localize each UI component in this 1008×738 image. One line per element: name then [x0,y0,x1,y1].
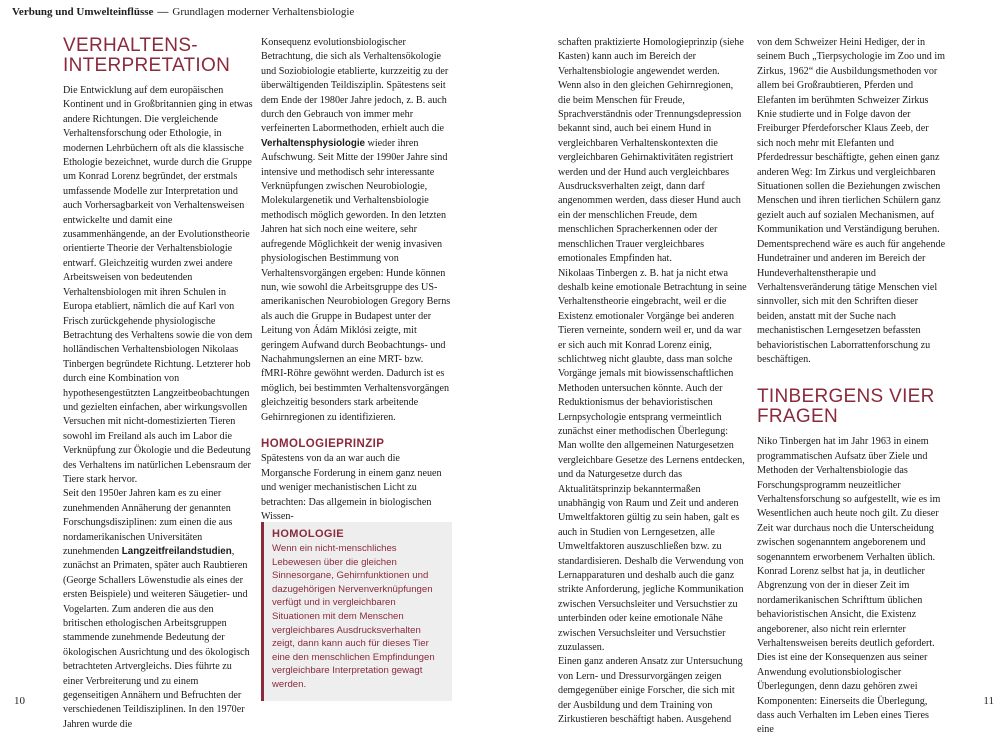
keyword-langzeitfreilandstudien: Langzeitfreilandstudien [121,546,232,557]
info-box-title: HOMOLOGIE [272,528,345,540]
paragraph: von dem Schweizer Heini Hediger, der in seinem Buch „Tierpsychologie im Zoo und im Zirkus, 1962“ die Ausbildungsmethoden vor allem bei Großraubtieren, Pferden und Elefanten im berühmten Schweizer Zirkus Knie studierte und in Folge davon der Freiburger Pferdeforscher Klaus Zeeb, der sich noch mehr mit Elefanten und Pferdedressur beschäftigte, gehen einen ganz anderen Weg: Im Zirkus und vergleichbaren Situationen sollen die Beziehungen zwischen Menschen und ihren tierlichen Schülern ganz gezielt auch auf sozialen Mechanismen, auf Kommunikation und Verständigung beruhen. Dementsprechend wäre es auch für angehende Hundetrainer und anderen im Bereich der Hundeverhaltenstherapie und Verhaltensveränderung tätige Menschen viel sinnvoller, sich mit den Schriften dieser beiden, anstatt mit der Suche nach mechanistischen Lerngesetzen befassten behavioristischen Laborrattenforschung zu beschäftigen. [757,37,946,365]
heading-homologieprinzip: HOMOLOGIEPRINZIP [261,437,385,450]
info-box-text: Wenn ein nicht-menschliches Lebewesen über die gleichen Sinnesorgane, Gehirnfunktionen und dazugehörigen Nervenverknüpfungen verfügt und in vergleichbaren Situationen mit dem Menschen vergleichbares Ausdrucksverhalten zeigt, dann kann auch für dieses Tier eine den menschlichen Empfindungen vergleichbare Interpretation gewagt werden. [272,543,435,690]
column-2 [261,36,451,524]
keyword-verhaltensphysiologie: Verhaltensphysiologie [261,137,365,149]
text-run: , zunächst an Primaten, später auch Raubtieren (George Schallers Löwenstudie als eines der ersten Beispiele) und weiteren Säugetier- und Vogelarten. Zum anderen die aus den britischen ethologischen Arbeitsgruppen stammende zunehmende Bedeutung der ökologischen Ausrichtung und des ökologisch betrachteten Artvergleichs. Dies führte zu einer Verbreiterung und zu einem gegenseitigen Annähern und Befruchten der verschiedenen Teildisziplinen. In den 1970er Jahren wurde die [63,546,250,730]
section-title: Verbung und Umwelteinflüsse [12,6,154,18]
page-number-right: 11 [983,695,994,707]
paragraph: Spätestens von da an war auch die Morgansche Forderung in einem ganz neuen und weniger mechanistischen Licht zu betrachten: Das allgemein in biologischen Wissen- [261,453,442,522]
paragraph: Die Entwicklung auf dem europäischen Kontinent und in Großbritannien ging in etwas andere Richtungen. Die vergleichende Verhaltensforschung oder Ethologie, in modernen Lehrbüchern oft als die klassische Ethologie bezeichnet, wurde durch die Gruppe um Konrad Lorenz begründet, der erstmals umfassende Modelle zur Interpretation und auch Vorhersagbarkeit von Verhaltensweisen entwickelte und damit eine zusammenhängende, an der Evolutionstheorie orientierte Theorie der Verhaltensbiologie entwarf. Gleichzeitig wurden zwei andere Arbeitsweisen von bedeutenden Verhaltensbiologen mit ihren Schulen in Europa etabliert, nämlich die auf Karl von Frisch zurückgehende physiologische Betrachtung des Verhaltens sowie die von dem holländischen Verhaltensbiologen Nikolaas Tinbergen begründete Richtung. Letzterer hob durch eine Kombination von hypothesengestützten Langzeitbeobachtungen und gezielten einfachen, aber wirkungsvollen Versuchen mit nicht-domestizierten Tieren sowohl im Freiland als auch im Labor die Verknüpfung zur Ökologie und die Bedeutung des Verhaltens im natürlichen Lebensraum der Tiere stark hervor. [63,85,253,485]
separator: — [157,6,169,18]
paragraph: Einen ganz anderen Ansatz zur Untersuchung von Lern- und Dressurvorgängen zeigen demgegenüber einige Forscher, die sich mit der Ausbildung und dem Training von Zirkustieren beschäftigt haben. Ausgehend [558,656,743,726]
heading-verhaltens-interpretation: VERHALTENS-INTERPRETATION [63,35,231,76]
page-number-left: 10 [14,695,25,707]
paragraph: schaften praktizierte Homologieprinzip (siehe Kasten) kann auch im Bereich der Verhaltensbiologie angewendet werden. [558,37,744,77]
text-run: Seit den 1950er Jahren kam es zu einer zunehmenden Annäherung der genannten Forschungsdisziplinen: zum einen die aus nordamerikanischen Universitäten zunehmenden [63,488,233,557]
text-run: Konsequenz evolutionsbiologischer Betrachtung, die sich als Verhaltensökologie und Soziobiologie etablierte, kurzzeitig zu der überwältigenden Teildisziplin. Spätestens seit dem Ende der 1980er Jahre jedoch, z. B. auch durch den Gebrauch von immer mehr verfeinerten Labormethoden, erhielt auch die [261,37,449,135]
heading-tinbergens-vier-fragen: TINBERGENS VIER FRAGEN [757,386,935,428]
chapter-title: Grundlagen moderner Verhaltensbiologie [172,6,355,18]
paragraph [261,36,451,425]
paragraph [63,487,253,732]
running-head [12,6,354,18]
paragraph: Niko Tinbergen hat im Jahr 1963 in einem programmatischen Aufsatz über Ziele und Methoden der Verhaltensbiologie das Forschungsprogramm neuzeitlicher Verhaltensforschung so aufgestellt, wie es im Wesentlichen auch heute noch gilt. Zu dieser Zeit war durchaus noch die Unterscheidung zwischen sogenanntem angeborenem und sogenanntem erworbenem Verhalten üblich. Konrad Lorenz selbst hat ja, in deutlicher Abgrenzung von der in dieser Zeit im nordamerikanischen Schrifttum üblichen behavioristischen Ansicht, die Existenz angeborener, also nicht rein erlernter Verhaltensweisen bereits deutlich gefordert. Dies ist eine der Konsequenzen aus seiner Anwendung evolutionsbiologischer Überlegungen, denn dazu gehören zwei Komponenten: Einerseits die Überlegung, dass auch Verhalten im Leben eines Tieres eine [757,436,941,736]
homologie-info-box [261,522,452,701]
text-run: wieder ihren Aufschwung. Seit Mitte der 1990er Jahre sind intensive und methodisch sehr interessante Verknüpfungen zwischen Neurobiologie, Molekulargenetik und Verhaltensbiologie methodisch möglich geworden. In den letzten Jahren hat sich noch eine weitere, sehr aufregende Möglichkeit der wenig invasiven physiologischen Bestimmung von Verhaltensvorgängen ergeben: Hunde können nun, wie sowohl die Arbeitsgruppe des US-amerikanischen Neurobiologen Gregory Berns als auch die Gruppe in Budapest unter der Leitung von Ádám Miklósi zeigte, mit geringem Aufwand durch Beobachtungs- und Nachahmungslernen an eine MRT- bzw. fMRI-Röhre gewöhnt werden. Dadurch ist es möglich, bei bestimmten Verhaltensvorgängen gleichzeitig besonders stark arbeitende Gehirnregionen zu identifizieren. [261,137,451,423]
column-4 [757,36,947,738]
column-3 [558,36,748,728]
column-1 [63,36,253,732]
paragraph: Nikolaas Tinbergen z. B. hat ja nicht etwa deshalb keine emotionale Betrachtung in seine Verhaltenstheorie eingebracht, weil er die Existenz emotionaler Vorgänge bei anderen Tieren verneinte, sondern weil er, und da war er sich auch mit Konrad Lorenz einig, schlichtweg nicht glaubte, dass man solche Vorgänge jemals mit biowissenschaftlichen Methoden untersuchen könnte. Auch der Reduktionismus der behavioristischen Lernpsychologie entsprang vermeintlich zunächst einer methodischen Überlegung: Man wollte den allgemeinen Naturgesetzen vergleichbare Gesetze des Lernens entdecken, und da Naturgesetze durch das Aktualitätsprinzip bekanntermaßen unabhängig von Raum und Zeit und anderen Umweltfaktoren gültig zu sein haben, galt es auch in Studien von Lerngesetzen, alle Umweltfaktoren auszuschließen bzw. zu standardisieren. Deshalb die Verwendung von Lernapparaturen und deshalb auch die ganz strikte Anforderung, jegliche Kommunikation zwischen Versuchsleiter und Versuchstier zu unterbinden oder keine emotionale Nähe zwischen Versuchsleiter und Versuchstier zuzulassen. [558,267,747,654]
paragraph: Wenn also in den gleichen Gehirnregionen, die beim Menschen für Freude, Sprachverständnis oder Trennungsdepression bekannt sind, auch bei einem Hund in vergleichbaren Verhaltenskontexten die vergleichbaren Gehirnaktivitäten registriert werden und der Hund auch vergleichbares Ausdrucksverhalten zeigt, dann darf angenommen werden, dass dieser Hund auch ein der menschlichen Freude, dem menschlichen Spracherkennen oder der menschlichen Trauer vergleichbares emotionales Empfinden hat. [558,80,742,265]
